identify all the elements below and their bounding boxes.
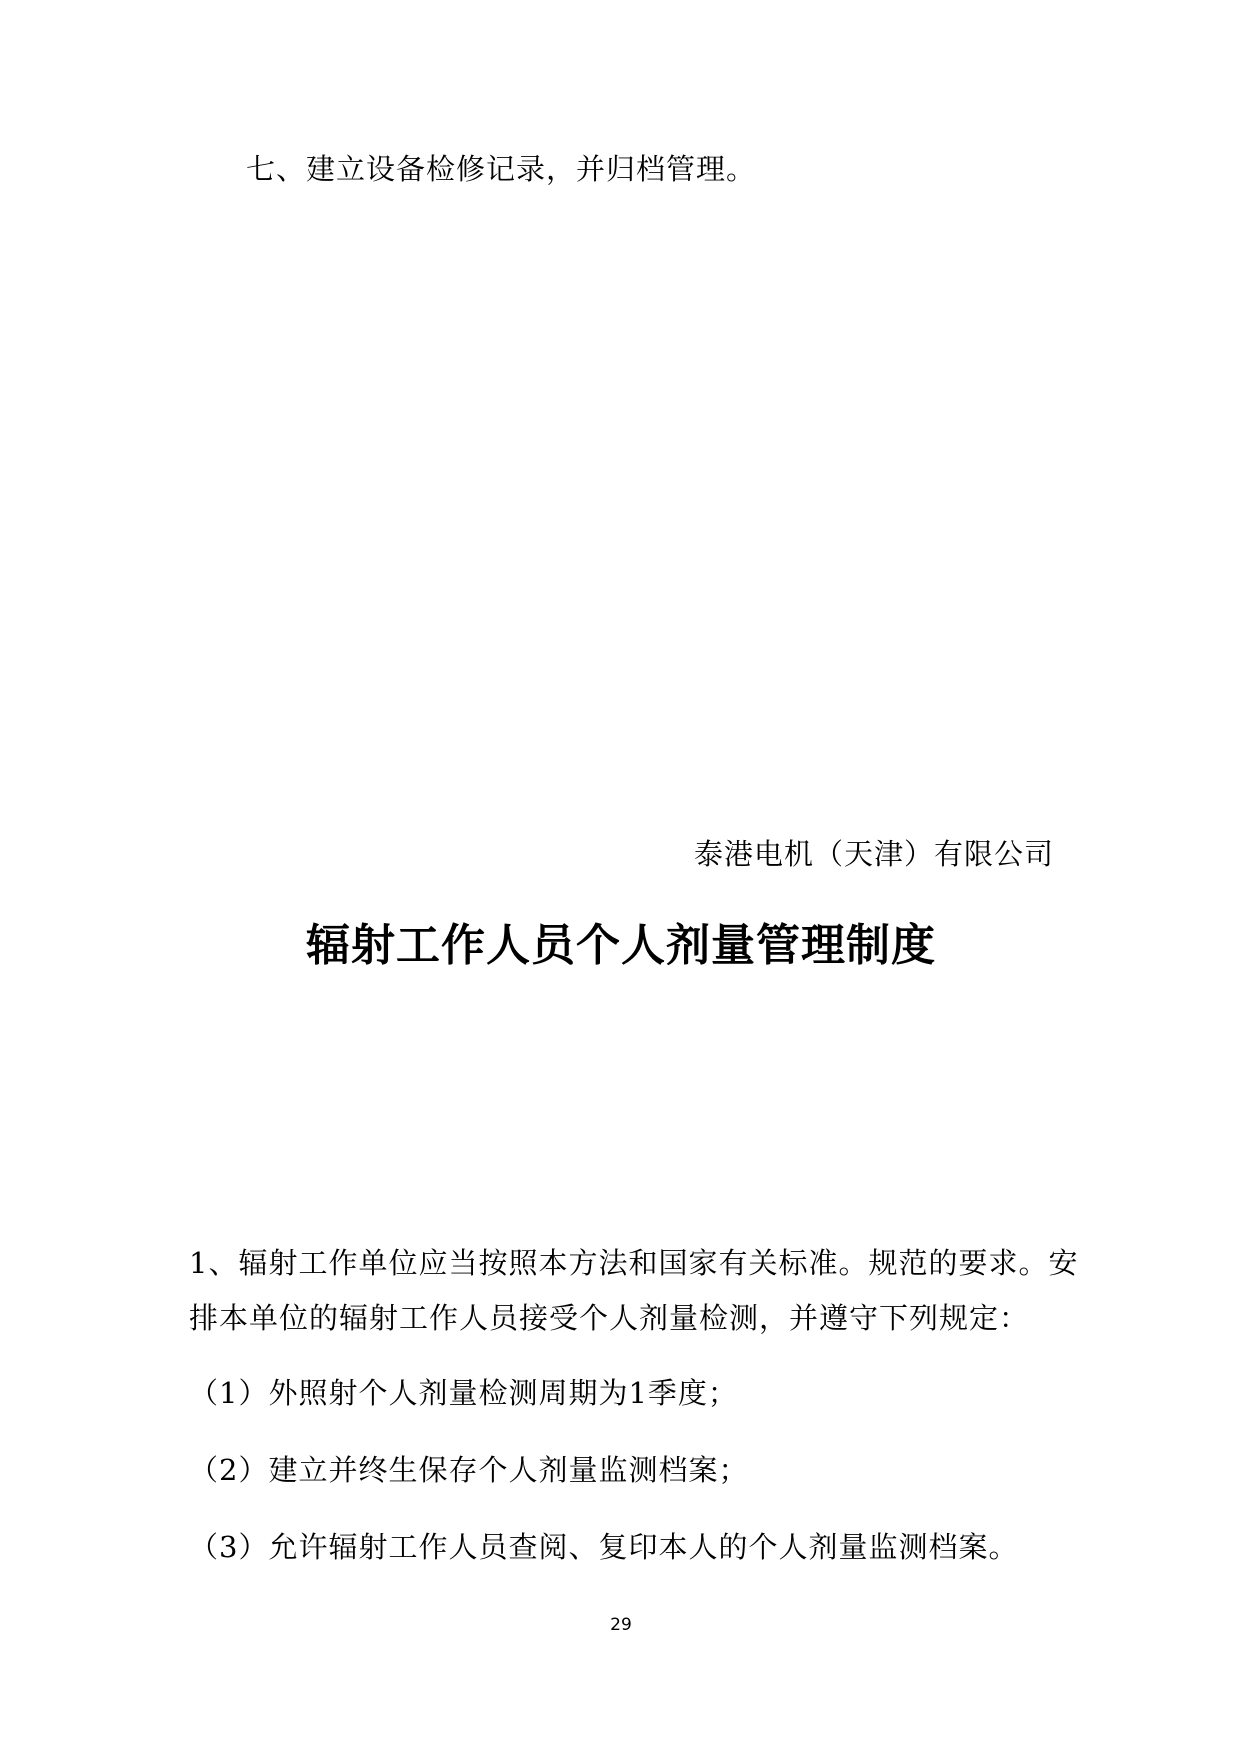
document-title: 辐射工作人员个人剂量管理制度 xyxy=(306,920,936,971)
sub-item-1: （1）外照射个人剂量检测周期为1季度； xyxy=(189,1376,738,1410)
previous-section-item: 七、建立设备检修记录，并归档管理。 xyxy=(246,152,757,186)
sub-item-3: （3）允许辐射工作人员查阅、复印本人的个人剂量监测档案。 xyxy=(189,1530,1019,1564)
item-1-line-2: 排本单位的辐射工作人员接受个人剂量检测，并遵守下列规定： xyxy=(189,1301,1030,1335)
company-signature: 泰港电机（天津）有限公司 xyxy=(693,837,1054,871)
page-number: 29 xyxy=(610,1615,632,1635)
sub-item-2: （2）建立并终生保存个人剂量监测档案； xyxy=(189,1453,749,1487)
item-1-line-1: 1、辐射工作单位应当按照本方法和国家有关标准。规范的要求。安 xyxy=(189,1246,1079,1280)
